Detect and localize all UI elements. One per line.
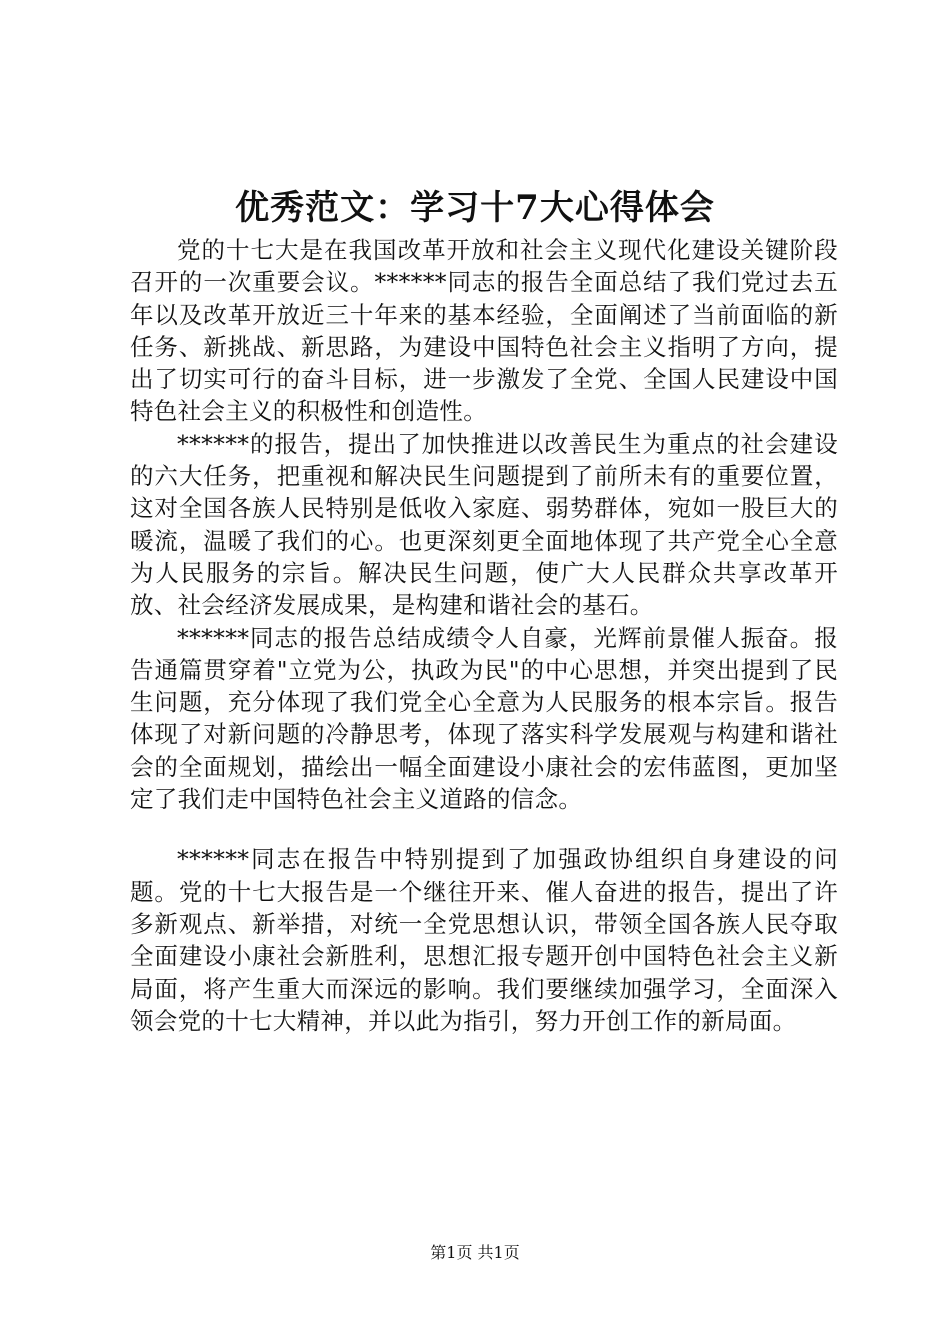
paragraph: ******同志在报告中特别提到了加强政协组织自身建设的问题。党的十七大报告是一个继往开来、催人奋进的报告，提出了许多新观点、新举措，对统一全党思想认识，带领全国各族人民夺取全面建设小康社会新胜利，思想汇报专题开创中国特色社会主义新局面，将产生重大而深远的影响。我们要继续加强学习，全面深入领会党的十七大精神，并以此为指引，努力开创工作的新局面。 [130, 845, 838, 1035]
document-body [130, 234, 838, 1037]
paragraph: 党的十七大是在我国改革开放和社会主义现代化建设关键阶段召开的一次重要会议。******同志的报告全面总结了我们党过去五年以及改革开放近三十年来的基本经验，全面阐述了当前面临的新任务、新挑战、新思路，为建设中国特色社会主义指明了方向，提出了切实可行的奋斗目标，进一步激发了全党、全国人民建设中国特色社会主义的积极性和创造性。 [130, 236, 838, 426]
document-title: 优秀范文：学习十7大心得体会 [235, 188, 715, 228]
paragraph-spacer [130, 815, 838, 843]
paragraph: ******的报告，提出了加快推进以改善民生为重点的社会建设的六大任务，把重视和解决民生问题提到了前所未有的重要位置，这对全国各族人民特别是低收入家庭、弱势群体，宛如一股巨大的暖流，温暖了我们的心。也更深刻更全面地体现了共产党全心全意为人民服务的宗旨。解决民生问题，使广大人民群众共享改革开放、社会经济发展成果，是构建和谐社会的基石。 [130, 429, 838, 620]
page-number-footer: 第1页 共1页 [430, 1243, 520, 1262]
paragraph: ******同志的报告总结成绩令人自豪，光辉前景催人振奋。报告通篇贯穿着"立党为公，执政为民"的中心思想，并突出提到了民生问题，充分体现了我们党全心全意为人民服务的根本宗旨。报告体现了对新问题的冷静思考，体现了落实科学发展观与构建和谐社会的全面规划，描绘出一幅全面建设小康社会的宏伟蓝图，更加坚定了我们走中国特色社会主义道路的信念。 [130, 623, 838, 814]
